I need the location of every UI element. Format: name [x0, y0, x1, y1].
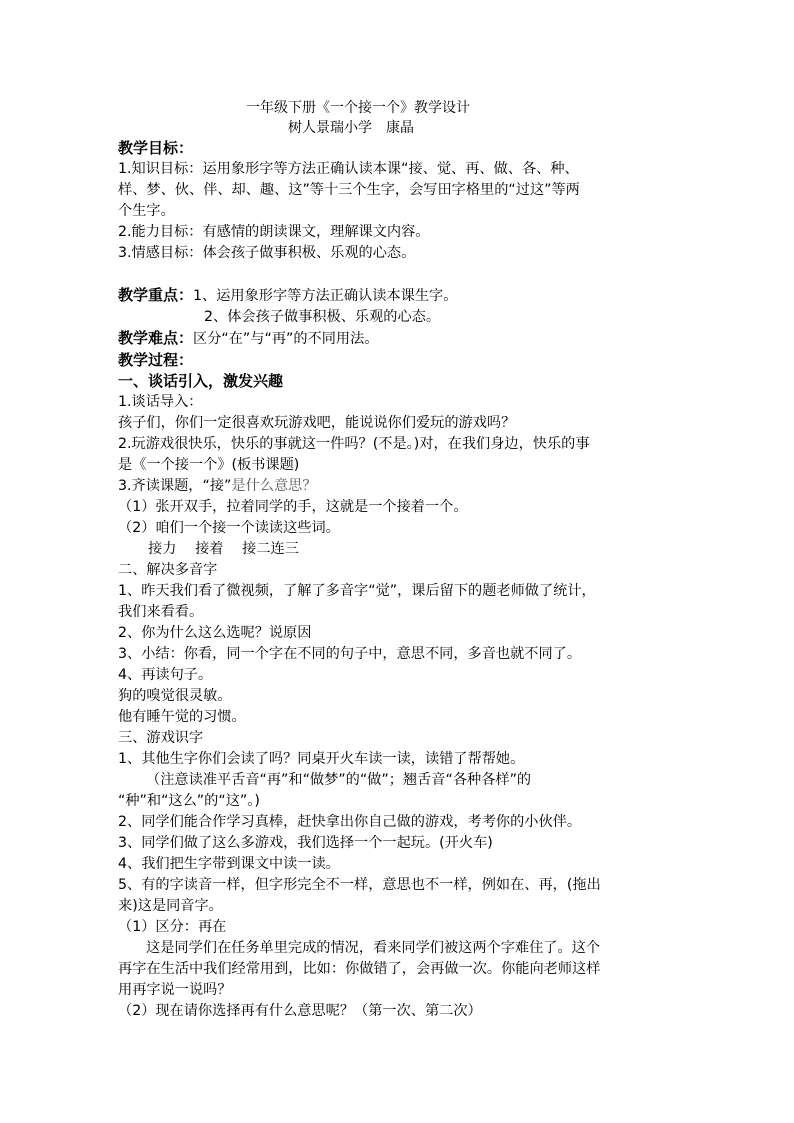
document-subtitle: 树人景瑞小学 康晶: [288, 120, 414, 136]
difficulty-line: [118, 328, 678, 350]
s1-word-list: 接力 接着 接二连三: [148, 541, 299, 557]
document-body: [118, 138, 678, 1022]
s1-line-2: 孩子们，你们一定很喜欢玩游戏吧，能说说你们爱玩的游戏吗？: [118, 415, 516, 431]
s3-line-9: （1）区分：再在: [118, 919, 227, 935]
s1-line-1: 1.谈话导入：: [118, 394, 203, 410]
key-point-2: 2、体会孩子做事积极、乐观的心态。: [204, 309, 441, 325]
s2-line-6: 狗的嗅觉很灵敏。: [118, 688, 232, 704]
process-heading: 教学过程：: [118, 351, 194, 369]
s2-line-5: 4、再读句子。: [118, 667, 213, 683]
s3-line-4: 2、同学们能合作学习真棒，赶快拿出你自己做的游戏，考考你的小伙伴。: [118, 814, 582, 830]
goal-1-line-3: 个生字。: [118, 203, 175, 219]
s1-line-7: （2）咱们一个接一个读读这些词。: [118, 520, 340, 536]
spacer: [118, 264, 678, 285]
s3-line-11: 再字在生活中我们经常用到，比如：你做错了，会再做一次。你能向老师这样: [118, 961, 601, 977]
s3-line-10: 这是同学们在任务单里完成的情况，看来同学们被这两个字难住了。这个: [146, 940, 601, 956]
s3-line-5: 3、同学们做了这么多游戏，我们选择一个一起玩。(开火车): [118, 835, 493, 851]
s3-line-13: （2）现在请你选择再有什么意思呢？（第一次、第二次）: [118, 1003, 482, 1019]
s3-line-7: 5、有的字读音一样，但字形完全不一样，意思也不一样，例如在、再，(拖出: [118, 877, 601, 893]
s1-line-5: [118, 476, 678, 497]
s3-line-1: 1、其他生字你们会读了吗？同桌开火车读一读，读错了帮帮她。: [118, 751, 525, 767]
s3-line-12: 用再字说一说吗？: [118, 982, 232, 998]
key-heading: 教学重点：: [118, 286, 194, 304]
goal-1-line-1: 1.知识目标：运用象形字等方法正确认读本课“接、觉、再、做、各、种、: [118, 161, 579, 177]
difficulty-heading: 教学难点：: [118, 329, 194, 347]
difficulty-text: 区分“在”与“再”的不同用法。: [193, 331, 379, 347]
s2-line-3: 2、你为什么这么选呢？说原因: [118, 625, 312, 641]
goals-heading: 教学目标：: [118, 139, 194, 157]
key-point-1: 1、运用象形字等方法正确认读本课生字。: [193, 288, 458, 304]
s2-line-7: 他有睡午觉的习惯。: [118, 709, 246, 725]
s3-line-6: 4、我们把生字带到课文中读一读。: [118, 856, 340, 872]
s1-line-6: （1）张开双手，拉着同学的手，这就是一个接着一个。: [118, 499, 468, 515]
s2-line-2: 我们来看看。: [118, 604, 204, 620]
s1-line-5a: 3.齐读课题，“接”: [118, 478, 232, 494]
s3-line-8: 来)这是同音字。: [118, 898, 223, 914]
section-2-title: 二、解决多音字: [118, 562, 218, 578]
goal-3: 3.情感目标：体会孩子做事积极、乐观的心态。: [118, 245, 416, 261]
s3-line-3: “种”和“这么”的“这”。): [118, 793, 260, 809]
s1-line-4: 是《一个接一个》(板书课题): [118, 457, 300, 473]
s1-line-3: 2.玩游戏很快乐，快乐的事就这一件吗？(不是。)对，在我们身边，快乐的事: [118, 436, 590, 452]
s2-line-4: 3、小结：你看，同一个字在不同的句子中，意思不同，多音也就不同了。: [118, 646, 582, 662]
goal-2: 2.能力目标：有感情的朗读课文，理解课文内容。: [118, 224, 430, 240]
document-title: 一年级下册《一个接一个》教学设计: [246, 100, 470, 116]
s1-line-5b: 是什么意思？: [231, 478, 317, 494]
goal-1-line-2: 样、梦、伙、伴、却、趣、这”等十三个生字，会写田字格里的“过这”等两: [118, 182, 580, 198]
section-1-title: 一、谈话引入，激发兴趣: [118, 372, 284, 390]
section-3-title: 三、游戏识字: [118, 730, 204, 746]
s2-line-1: 1、昨天我们看了微视频，了解了多音字“觉”，课后留下的题老师做了统计，: [118, 583, 596, 599]
s3-line-2: （注意读准平舌音“再”和“做梦”的“做”；翘舌音“各种各样”的: [146, 772, 532, 788]
key-points-line-1: [118, 285, 678, 307]
